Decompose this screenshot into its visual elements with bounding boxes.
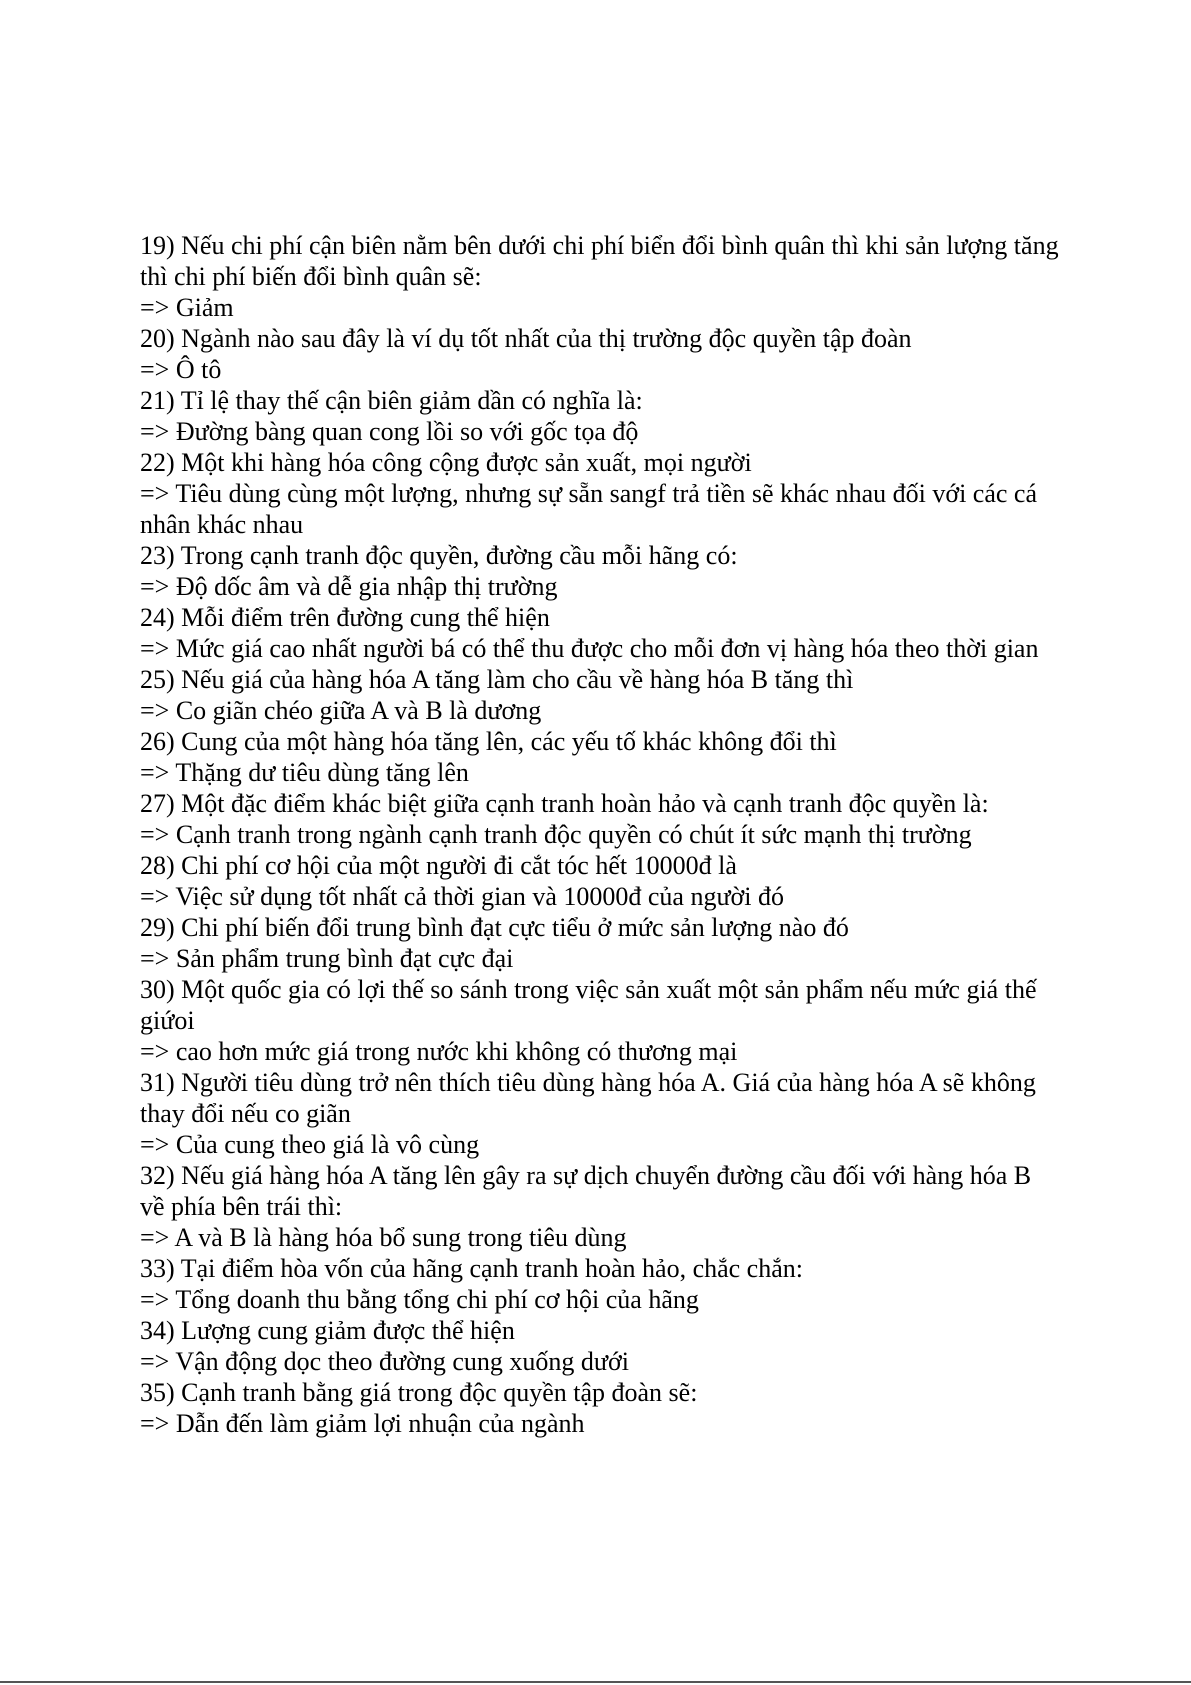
question-32: 32) Nếu giá hàng hóa A tăng lên gây ra sự dịch chuyển đường cầu đối với hàng hóa B về phía bên trái thì: [140, 1161, 1032, 1221]
question-28: 28) Chi phí cơ hội của một người đi cắt tóc hết 10000đ là [140, 851, 737, 880]
page-bottom-divider [0, 1681, 1191, 1683]
question-29: 29) Chi phí biến đổi trung bình đạt cực tiểu ở mức sản lượng nào đó [140, 913, 849, 942]
question-27: 27) Một đặc điểm khác biệt giữa cạnh tranh hoàn hảo và cạnh tranh độc quyền là: [140, 789, 989, 818]
answer-29: => Sản phẩm trung bình đạt cực đại [140, 944, 514, 973]
question-35: 35) Cạnh tranh bằng giá trong độc quyền tập đoàn sẽ: [140, 1378, 698, 1407]
question-31: 31) Người tiêu dùng trở nên thích tiêu dùng hàng hóa A. Giá của hàng hóa A sẽ không thay đổi nếu co giãn [140, 1068, 1036, 1128]
question-34: 34) Lượng cung giảm được thể hiện [140, 1316, 515, 1345]
answer-26: => Thặng dư tiêu dùng tăng lên [140, 758, 469, 787]
answer-23: => Độ dốc âm và dễ gia nhập thị trường [140, 572, 558, 601]
answer-34: => Vận động dọc theo đường cung xuống dưới [140, 1347, 629, 1376]
question-20: 20) Ngành nào sau đây là ví dụ tốt nhất của thị trường độc quyền tập đoàn [140, 324, 912, 353]
question-22: 22) Một khi hàng hóa công cộng được sản xuất, mọi người [140, 448, 752, 477]
question-19: 19) Nếu chi phí cận biên nằm bên dưới chi phí biển đổi bình quân thì khi sản lượng tăng thì chi phí biến đổi bình quân sẽ: [140, 231, 1059, 291]
question-25: 25) Nếu giá của hàng hóa A tăng làm cho cầu về hàng hóa B tăng thì [140, 665, 854, 694]
answer-33: => Tổng doanh thu bằng tổng chi phí cơ hội của hãng [140, 1285, 699, 1314]
answer-35: => Dẫn đến làm giảm lợi nhuận của ngành [140, 1409, 585, 1438]
question-21: 21) Tỉ lệ thay thế cận biên giảm dần có nghĩa là: [140, 386, 643, 415]
answer-20: => Ô tô [140, 355, 222, 384]
answer-24: => Mức giá cao nhất người bá có thể thu được cho mỗi đơn vị hàng hóa theo thời gian [140, 634, 1039, 663]
answer-28: => Việc sử dụng tốt nhất cả thời gian và 10000đ của người đó [140, 882, 785, 911]
question-23: 23) Trong cạnh tranh độc quyền, đường cầu mỗi hãng có: [140, 541, 738, 570]
answer-27: => Cạnh tranh trong ngành cạnh tranh độc quyền có chút ít sức mạnh thị trường [140, 820, 972, 849]
answer-22: => Tiêu dùng cùng một lượng, nhưng sự sẵn sangf trả tiền sẽ khác nhau đối với các cá nhân khác nhau [140, 479, 1037, 539]
answer-31: => Của cung theo giá là vô cùng [140, 1130, 480, 1159]
answer-25: => Co giãn chéo giữa A và B là dương [140, 696, 542, 725]
question-24: 24) Mỗi điểm trên đường cung thể hiện [140, 603, 550, 632]
document-body [140, 230, 1060, 1439]
question-33: 33) Tại điểm hòa vốn của hãng cạnh tranh hoàn hảo, chắc chắn: [140, 1254, 803, 1283]
answer-30: => cao hơn mức giá trong nước khi không có thương mại [140, 1037, 738, 1066]
answer-21: => Đường bàng quan cong lồi so với gốc tọa độ [140, 417, 639, 446]
answer-19: => Giảm [140, 293, 234, 322]
question-26: 26) Cung của một hàng hóa tăng lên, các yếu tố khác không đổi thì [140, 727, 837, 756]
answer-32: => A và B là hàng hóa bổ sung trong tiêu dùng [140, 1223, 627, 1252]
question-30: 30) Một quốc gia có lợi thế so sánh trong việc sản xuất một sản phẩm nếu mức giá thế giứoi [140, 975, 1037, 1035]
